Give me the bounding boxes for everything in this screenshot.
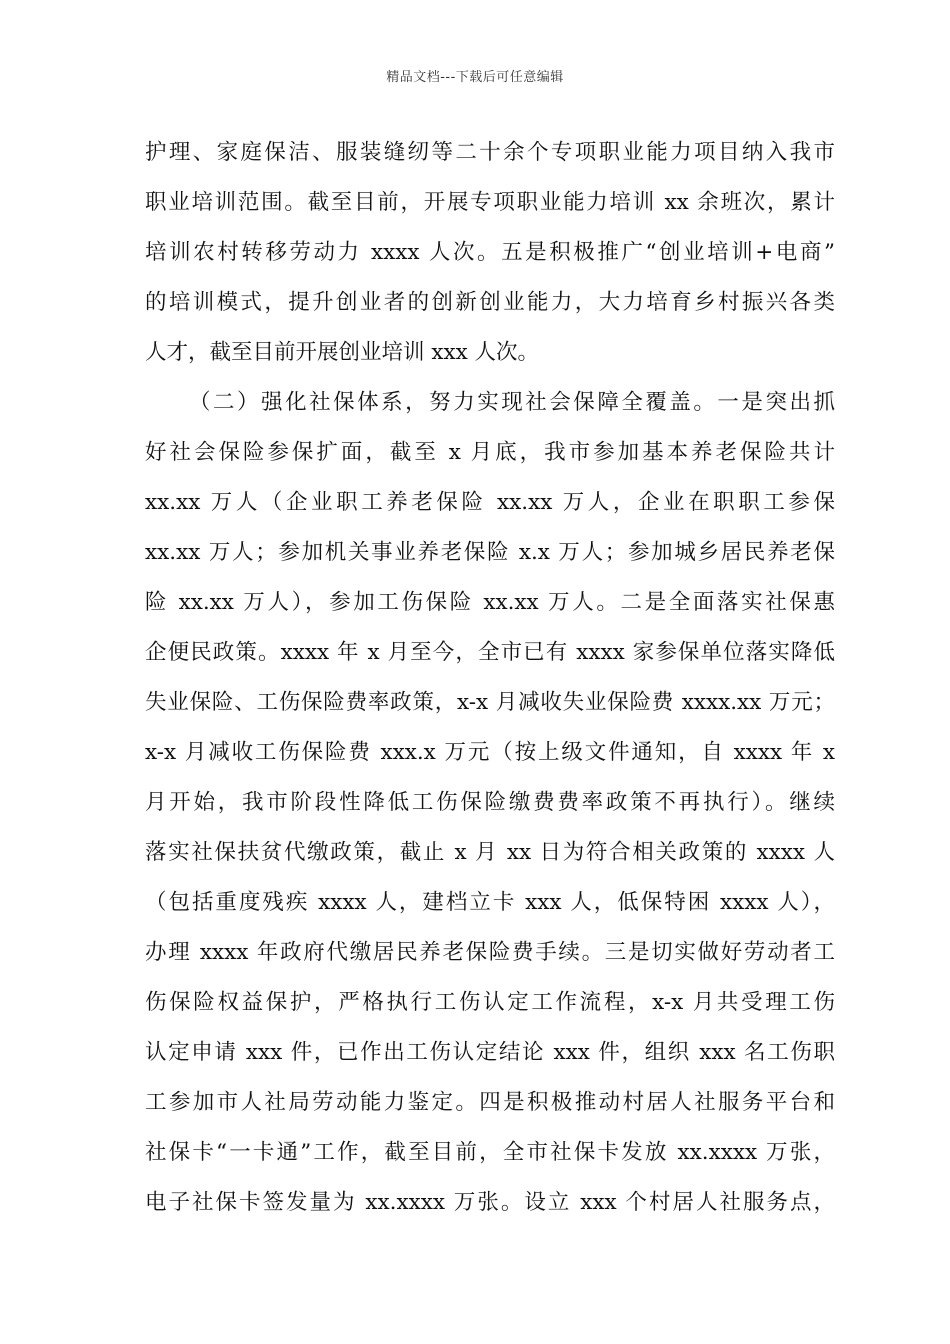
text-line: 险 xx.xx 万人），参加工伤保险 xx.xx 万人。二是全面落实社保惠 [145, 590, 835, 615]
text-line: xx.xx 万人（企业职工养老保险 xx.xx 万人，企业在职职工参保 [145, 490, 835, 515]
text-line: 的培训模式，提升创业者的创新创业能力，大力培育乡村振兴各类 [145, 290, 835, 315]
text-line: 电子社保卡签发量为 xx.xxxx 万张。设立 xxx 个村居人社服务点， [145, 1190, 835, 1215]
text-line: （包括重度残疾 xxxx 人，建档立卡 xxx 人，低保特困 xxxx 人）， [145, 890, 835, 915]
text-line: 职业培训范围。截至目前，开展专项职业能力培训 xx 余班次，累计 [145, 190, 835, 215]
text-line: 好社会保险参保扩面，截至 x 月底，我市参加基本养老保险共计 [145, 440, 835, 465]
text-line: 企便民政策。xxxx 年 x 月至今，全市已有 xxxx 家参保单位落实降低 [145, 640, 835, 665]
page-header: 精品文档---下载后可任意编辑 [386, 70, 564, 85]
text-line: 社保卡“一卡通”工作，截至目前，全市社保卡发放 xx.xxxx 万张， [145, 1140, 835, 1165]
text-line: x-x 月减收工伤保险费 xxx.x 万元（按上级文件通知，自 xxxx 年 x [145, 740, 835, 765]
text-line: 培训农村转移劳动力 xxxx 人次。五是积极推广“创业培训+电商” [145, 240, 835, 265]
text-line: （二）强化社保体系，努力实现社会保障全覆盖。一是突出抓 [189, 390, 835, 415]
text-line: 失业保险、工伤保险费率政策，x-x 月减收失业保险费 xxxx.xx 万元； [145, 690, 835, 715]
text-line: 月开始，我市阶段性降低工伤保险缴费费率政策不再执行）。继续 [145, 790, 835, 815]
text-line: 办理 xxxx 年政府代缴居民养老保险费手续。三是切实做好劳动者工 [145, 940, 835, 965]
text-line: 工参加市人社局劳动能力鉴定。四是积极推动村居人社服务平台和 [145, 1090, 835, 1115]
text-line: 伤保险权益保护，严格执行工伤认定工作流程，x-x 月共受理工伤 [145, 990, 835, 1015]
text-line: 护理、家庭保洁、服装缝纫等二十余个专项职业能力项目纳入我市 [145, 140, 835, 165]
paragraph-1 [145, 128, 835, 378]
document-body [145, 128, 835, 1228]
text-line: 落实社保扶贫代缴政策，截止 x 月 xx 日为符合相关政策的 xxxx 人 [145, 840, 835, 865]
text-line: 人才，截至目前开展创业培训 xxx 人次。 [145, 340, 540, 365]
text-line: 认定申请 xxx 件，已作出工伤认定结论 xxx 件，组织 xxx 名工伤职 [145, 1040, 835, 1065]
text-line: xx.xx 万人；参加机关事业养老保险 x.x 万人；参加城乡居民养老保 [145, 540, 835, 565]
paragraph-2 [145, 378, 835, 1228]
